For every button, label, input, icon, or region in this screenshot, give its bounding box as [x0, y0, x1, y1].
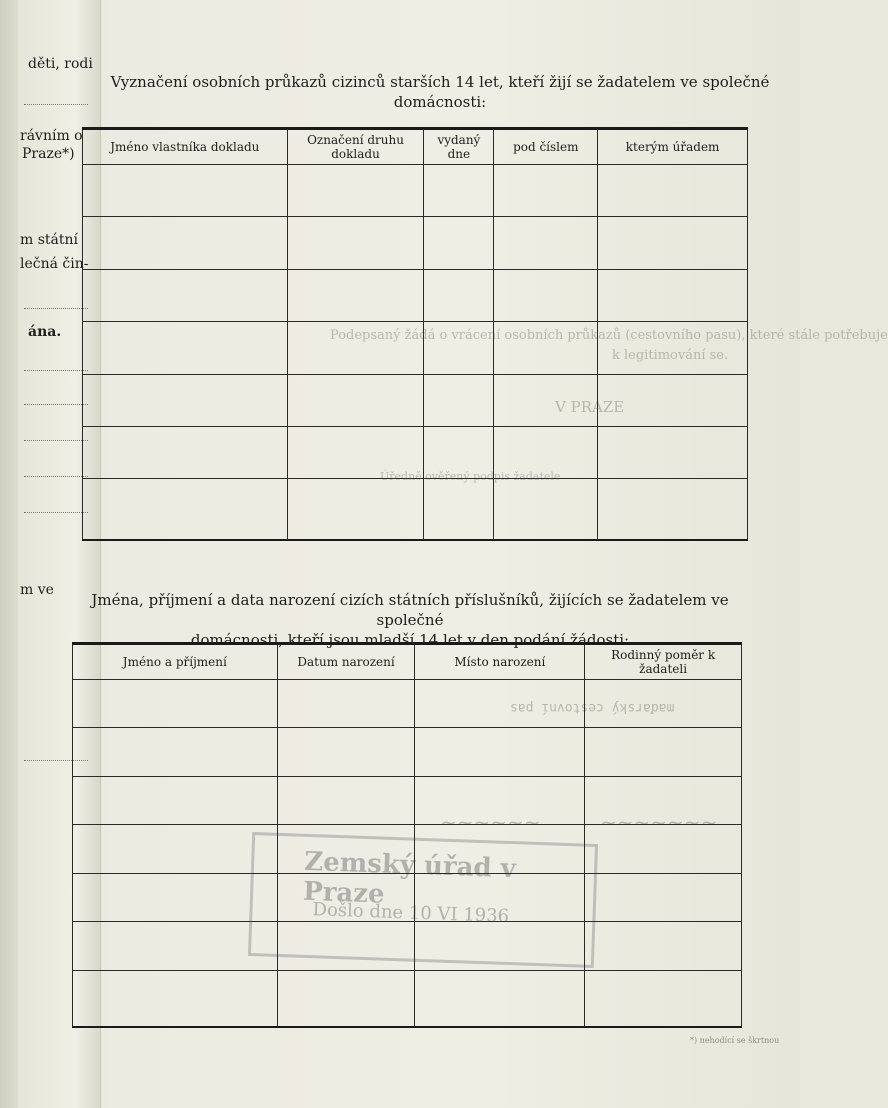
dotted-line: [24, 104, 88, 105]
table-row: [83, 374, 748, 426]
table-body: [83, 165, 748, 541]
table-cell[interactable]: [585, 825, 742, 873]
bleed-through-signature: ~~~~~~~: [600, 810, 718, 834]
left-fragment-1: děti, rodi: [28, 56, 93, 72]
dotted-line: [24, 476, 88, 477]
section2-heading-line2: domácnosti, kteří jsou mladší 14 let v den podání žádosti:: [190, 631, 630, 649]
table-row: [73, 680, 742, 728]
table-row: [83, 217, 748, 269]
table-cell[interactable]: [287, 217, 424, 269]
documents-column-header: pod číslem: [494, 129, 598, 165]
bleed-through-text: k legitimování se.: [612, 348, 729, 363]
table-cell[interactable]: [415, 825, 585, 873]
table-row: [73, 776, 742, 824]
table-cell[interactable]: [73, 825, 278, 873]
table-cell[interactable]: [424, 165, 494, 217]
table-cell[interactable]: [287, 322, 424, 374]
stamp-date: Došlo dne 10 VI 1936: [312, 899, 510, 928]
table-cell[interactable]: [585, 776, 742, 824]
table-cell[interactable]: [424, 426, 494, 478]
table-cell[interactable]: [424, 322, 494, 374]
table-cell[interactable]: [277, 728, 415, 776]
table-cell[interactable]: [585, 873, 742, 921]
table-body: [73, 680, 742, 1028]
table-header-row: [83, 129, 748, 165]
minors-column-header: Jméno a příjmení: [73, 644, 278, 680]
table-cell[interactable]: [73, 728, 278, 776]
table-row: [73, 873, 742, 921]
table-cell[interactable]: [83, 269, 288, 321]
bleed-through-text: Úředně ověřený podpis žadatele: [380, 470, 561, 483]
table-row: [83, 479, 748, 540]
table-cell[interactable]: [277, 680, 415, 728]
table-cell[interactable]: [277, 922, 415, 970]
minor-foreigners-table: [72, 642, 742, 1028]
table-cell[interactable]: [494, 269, 598, 321]
documents-column-header: Označení druhu dokladu: [287, 129, 424, 165]
left-fragment-2: rávním o: [20, 128, 83, 144]
table-cell[interactable]: [415, 728, 585, 776]
stamp-text: Zemský úřad v Praze: [302, 846, 517, 910]
table-row: [73, 970, 742, 1027]
documents-column-header: Jméno vlastníka dokladu: [83, 129, 288, 165]
table-cell[interactable]: [73, 922, 278, 970]
table-cell[interactable]: [415, 873, 585, 921]
table-cell[interactable]: [494, 165, 598, 217]
minors-column-header: Datum narození: [277, 644, 415, 680]
table-cell[interactable]: [598, 426, 748, 478]
dotted-line: [24, 404, 88, 405]
table-row: [83, 269, 748, 321]
table-cell[interactable]: [287, 479, 424, 540]
table-cell[interactable]: [415, 680, 585, 728]
dotted-line: [24, 440, 88, 441]
table-row: [83, 426, 748, 478]
table-cell[interactable]: [494, 479, 598, 540]
table-cell[interactable]: [585, 970, 742, 1027]
table-cell[interactable]: [287, 426, 424, 478]
table-cell[interactable]: [598, 479, 748, 540]
table-cell[interactable]: [598, 269, 748, 321]
table-cell[interactable]: [83, 479, 288, 540]
table-cell[interactable]: [287, 374, 424, 426]
footnote: *) nehodící se škrtnou: [690, 1036, 780, 1045]
table-cell[interactable]: [277, 825, 415, 873]
table-cell[interactable]: [598, 165, 748, 217]
table-cell[interactable]: [424, 217, 494, 269]
table-cell[interactable]: [83, 374, 288, 426]
minors-column-header: Rodinný poměr k žadateli: [585, 644, 742, 680]
section2-heading-line1: Jména, příjmení a data narození cizích státních příslušníků, žijících se žadatelem ve společné: [91, 591, 729, 629]
table-cell[interactable]: [287, 269, 424, 321]
section1-heading: [100, 72, 780, 112]
table-cell[interactable]: [494, 426, 598, 478]
bleed-through-text: V PRAZE: [555, 398, 625, 416]
table-cell[interactable]: [494, 322, 598, 374]
section2-heading: [70, 590, 750, 650]
left-fragment-3: Praze*): [22, 146, 75, 162]
documents-column-header: kterým úřadem: [598, 129, 748, 165]
dotted-line: [24, 512, 88, 513]
table-row: [73, 825, 742, 873]
table-cell[interactable]: [83, 322, 288, 374]
bleed-through-signature: ~~~~~~: [440, 810, 541, 834]
bleed-through-text: maďarský cestovní pas: [510, 700, 675, 715]
dotted-line: [24, 308, 88, 309]
minors-column-header: Místo narození: [415, 644, 585, 680]
foreign-documents-table: [82, 127, 748, 541]
section1-heading-line1: Vyznačení osobních průkazů cizinců starších 14 let, kteří žijí se žadatelem ve společné: [110, 73, 770, 91]
table-cell[interactable]: [277, 873, 415, 921]
table-cell[interactable]: [277, 776, 415, 824]
table-cell[interactable]: [424, 269, 494, 321]
table-cell[interactable]: [287, 165, 424, 217]
left-fragment-7: m ve: [20, 582, 54, 598]
table-cell[interactable]: [494, 217, 598, 269]
table-cell[interactable]: [415, 970, 585, 1027]
bleed-through-text: Podepsaný žádá o vrácení osobních průkazů (cestovního pasu), které stále potřebuje: [330, 328, 888, 343]
table-cell[interactable]: [598, 322, 748, 374]
table-cell[interactable]: [494, 374, 598, 426]
left-fragment-6: ána.: [28, 324, 62, 340]
table-cell[interactable]: [415, 776, 585, 824]
table-cell[interactable]: [73, 680, 278, 728]
table-row: [83, 322, 748, 374]
table-cell[interactable]: [424, 479, 494, 540]
table-cell[interactable]: [585, 728, 742, 776]
dotted-line: [24, 370, 88, 371]
table-cell[interactable]: [424, 374, 494, 426]
documents-column-header: vydaný dne: [424, 129, 494, 165]
table-cell[interactable]: [598, 374, 748, 426]
table-row: [73, 922, 742, 970]
table-cell[interactable]: [83, 165, 288, 217]
table-cell[interactable]: [83, 217, 288, 269]
table-cell[interactable]: [598, 217, 748, 269]
table-cell[interactable]: [73, 776, 278, 824]
left-fragment-4: m státní: [20, 232, 79, 248]
table-cell[interactable]: [277, 970, 415, 1027]
table-cell[interactable]: [415, 922, 585, 970]
table-cell[interactable]: [73, 873, 278, 921]
left-fragment-5: lečná čin-: [20, 256, 89, 272]
table-cell[interactable]: [585, 922, 742, 970]
table-header-row: [73, 644, 742, 680]
table-row: [73, 728, 742, 776]
table-cell[interactable]: [73, 970, 278, 1027]
table-cell[interactable]: [585, 680, 742, 728]
table-row: [83, 165, 748, 217]
section1-heading-line2: domácnosti:: [393, 93, 487, 111]
table-cell[interactable]: [83, 426, 288, 478]
